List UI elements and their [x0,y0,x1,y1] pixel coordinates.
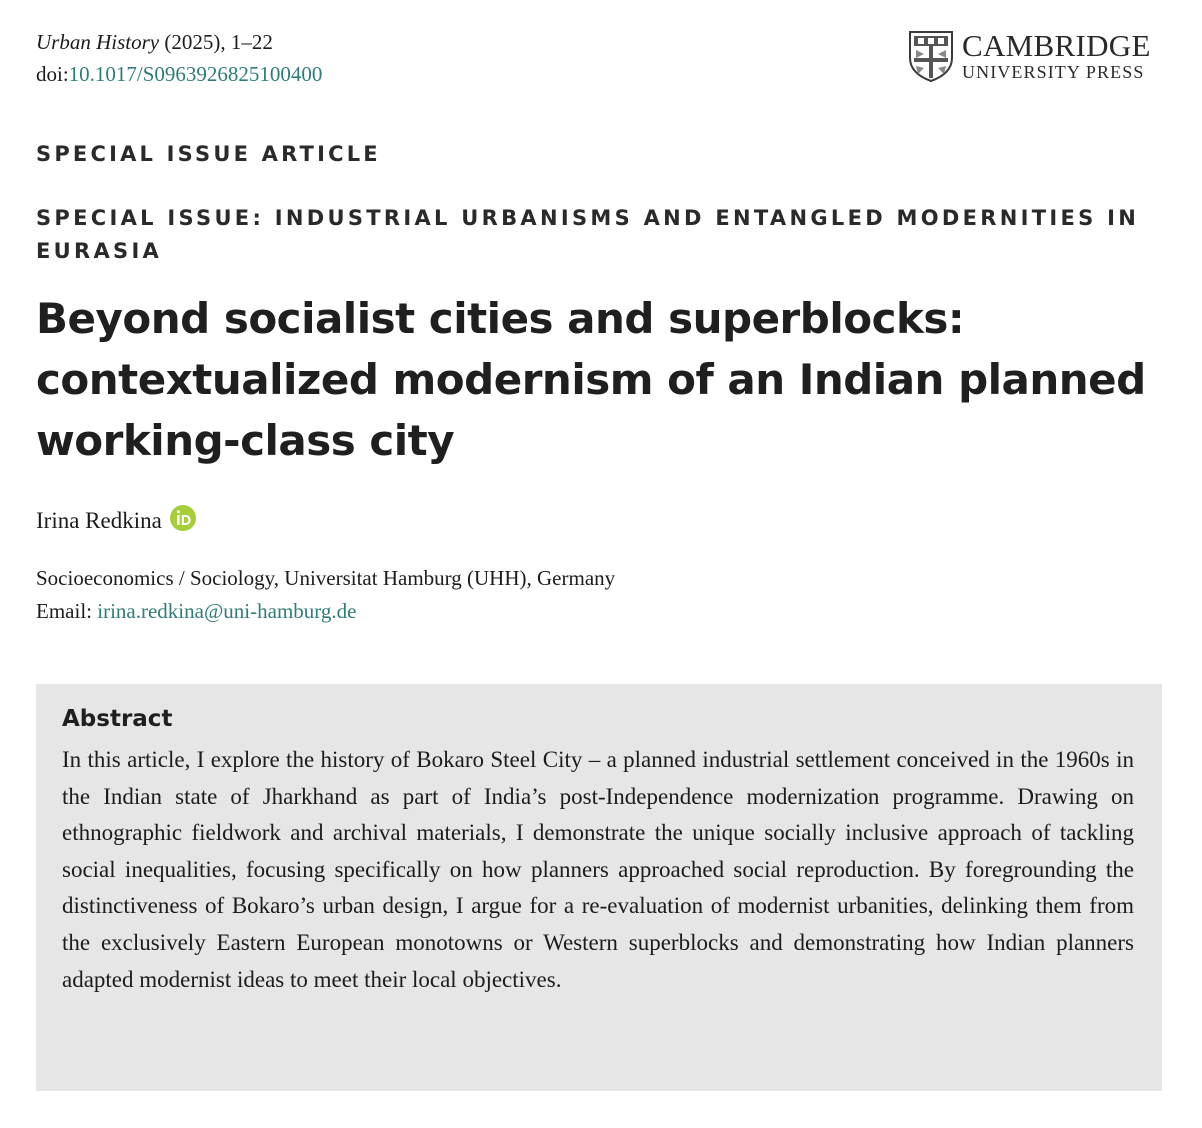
article-type-label: SPECIAL ISSUE ARTICLE [36,142,381,166]
doi-label: doi: [36,62,69,86]
doi-link[interactable]: 10.1017/S0963926825100400 [68,62,323,86]
orcid-icon[interactable] [170,505,196,531]
publisher-name: CAMBRIDGE [962,28,1151,63]
special-issue-label: SPECIAL ISSUE: INDUSTRIAL URBANISMS AND ENTANGLED MODERNITIES IN EURASIA [36,206,1140,263]
email-line [36,595,615,628]
journal-name: Urban History [36,30,160,54]
publisher-subtitle: UNIVERSITY PRESS [962,62,1145,82]
email-label: Email: [36,599,98,623]
affiliation: Socioeconomics / Sociology, Universitat Hamburg (UHH), Germany [36,566,616,590]
citation-details: (2025), 1–22 [159,30,273,54]
cambridge-shield-icon [908,30,954,82]
affiliation-block [36,562,615,628]
publisher-wordmark [962,30,1151,82]
abstract-text: In this article, I explore the history of Bokaro Steel City – a planned industrial settlement conceived in the 1960s in the Indian state of Jharkhand as part of India’s post-Independence modernization programme. Drawing on ethnographic fieldwork and archival materials, I demonstrate the unique socially inclusive approach of tackling social inequalities, focusing specifically on how planners approached social reproduction. By foregrounding the distinctiveness of Bokaro’s urban design, I argue for a re-evaluation of modernist urbanities, delinking them from the exclusively Eastern European monotowns or Western superblocks and demonstrating how Indian planners adapted modernist ideas to meet their local objectives. [62,747,1134,992]
abstract-heading: Abstract [62,706,173,732]
abstract-box [36,684,1162,1091]
article-title: Beyond socialist cities and superblocks: contextualized modernism of an Indian planned working-class city [36,294,1146,465]
author-name: Irina Redkina [36,508,162,533]
author-line [36,504,196,538]
doi-line [36,58,322,90]
publisher-logo[interactable] [908,30,1164,82]
citation-block [36,26,322,90]
journal-citation [36,26,322,58]
email-link[interactable]: irina.redkina@uni-hamburg.de [97,599,357,623]
